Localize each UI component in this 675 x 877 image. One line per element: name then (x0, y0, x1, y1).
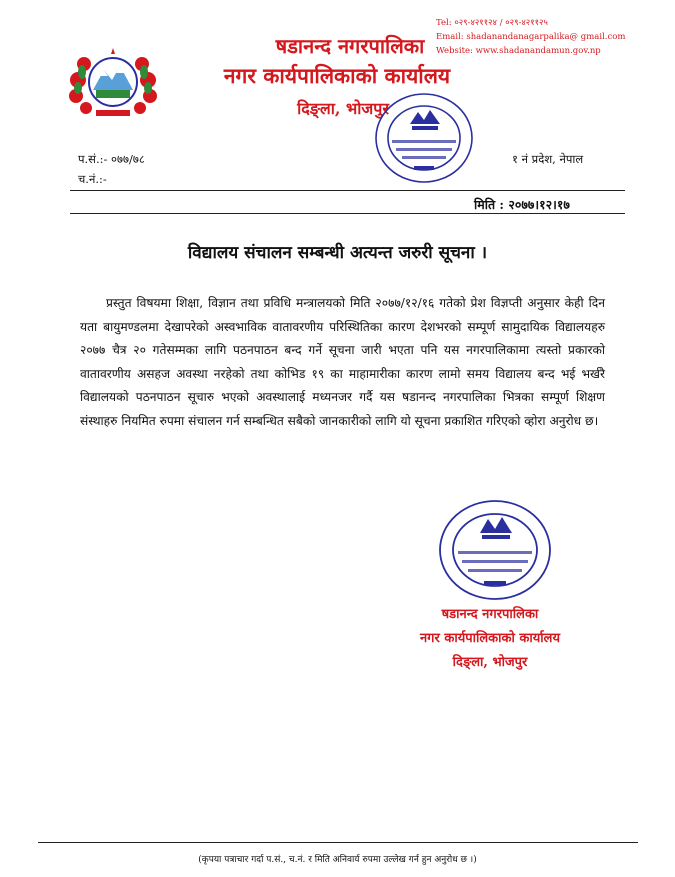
signature-office: नगर कार्यपालिकाको कार्यालय (419, 631, 561, 646)
notice-body: प्रस्तुत विषयमा शिक्षा, विज्ञान तथा प्रविधि मन्त्रालयको मिति २०७७/१२/१६ गतेको प्रेश विज्ञप्ती अनुसार केही दिन यता बायुमण्डलमा देखापरेको अस्वभाविक वातावरणीय परिस्थितिका कारण देशभरको सम्पूर्ण सामुदायिक विद्यालयहरु २०७७ चैत्र २० गतेसम्मका लागि पठनपाठन बन्द गर्ने सूचना जारी भएता पनि यस नगरपालिकामा त्यस्तो प्रकारको वातावरणीय असहज अवस्था नरहेको तथा कोभिड १९ का माहामारीका कारण लामो समय विद्यालय बन्द भई भर्खरै विद्यालयको पठनपाठन सूचारु भएको अवस्थालाई मध्यनजर गर्दै यस षडानन्द नगरपालिका भित्रका सम्पूर्ण शिक्षण संस्थाहरु नियमित रुपमा संचालन गर्न सम्बन्धित सबैको जानकारीको लागि यो सूचना प्रकाशित गरिएको व्होरा अनुरोध छ। (80, 296, 605, 428)
office-name-heading: नगर कार्यपालिकाको कार्यालय (223, 63, 451, 88)
signature-org-name: षडानन्द नगरपालिका (441, 607, 539, 622)
office-seal-icon (372, 90, 476, 186)
footer-note: (कृपया पत्राचार गर्दा प.सं., च.नं. र मिति अनिवार्य रुपमा उल्लेख गर्न हुन अनुरोध छ ।) (198, 855, 477, 865)
letter-number: प.सं.:- ०७७/७८ (78, 152, 145, 166)
contact-email[interactable]: Email: shadanandanagarpalika@ gmail.com (436, 32, 626, 42)
contact-block (436, 16, 671, 58)
footer-divider (38, 842, 638, 843)
nepal-emblem-icon (66, 40, 160, 120)
contact-website[interactable]: Website: www.shadanandamun.gov.np (436, 46, 601, 56)
header-divider (70, 190, 625, 191)
letter-date: मिति : २०७७।१२।१७ (474, 197, 570, 212)
dispatch-number: च.नं.:- (78, 172, 107, 186)
org-name-heading: षडानन्द नगरपालिका (275, 34, 425, 58)
notice-subject: विद्यालय संचालन सम्बन्धी अत्यन्त जरुरी सूचना । (187, 243, 488, 263)
date-divider (70, 213, 625, 214)
signature-place: दिङ्ला, भोजपुर (452, 655, 528, 670)
office-place: दिङ्ला, भोजपुर (297, 99, 389, 118)
contact-tel: Tel: ०२९-४२११२४ / ०२९-४२११२५ (436, 18, 548, 28)
province-label: १ नं प्रदेश, नेपाल (512, 152, 584, 166)
signature-seal-icon (436, 497, 554, 603)
